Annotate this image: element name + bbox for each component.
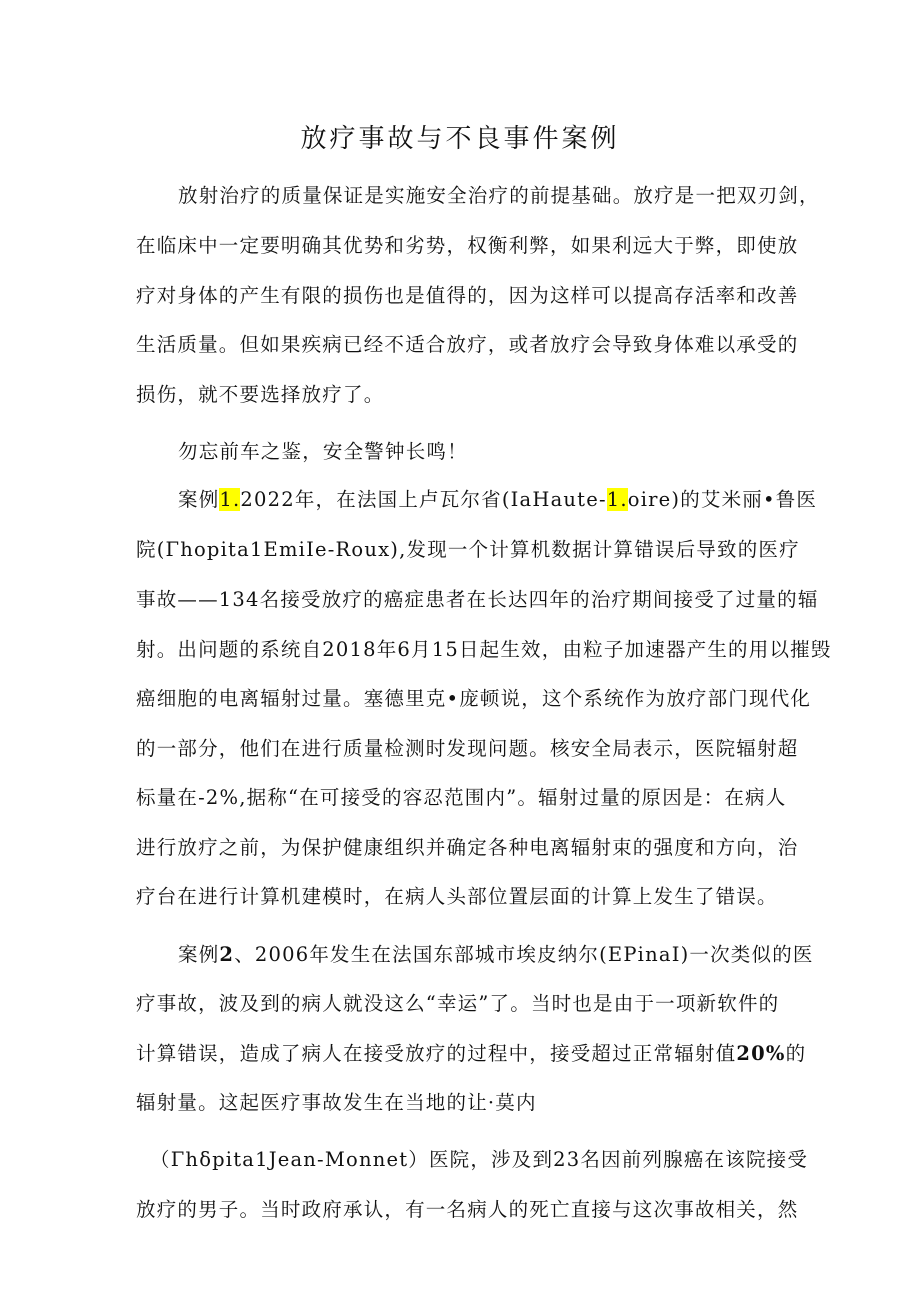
document-title: 放疗事故与不良事件案例: [300, 124, 620, 154]
case1-line: 院(Γhopita1EmiIe-Roux),发现一个计算机数据计算错误后导致的医疗: [136, 538, 800, 561]
case2-line: [136, 1038, 807, 1066]
case1-line: 标量在-2%,据称“在可接受的容忍范围内”。辐射过量的原因是：在病人: [136, 786, 787, 809]
case1-line: 癌细胞的电离辐射过量。塞德里克•庞顿说，这个系统作为放疗部门现代化: [136, 687, 812, 710]
case1-text: oire)的艾米丽•鲁医: [627, 488, 818, 511]
intro-line: 损伤，就不要选择放疗了。: [136, 383, 385, 406]
case2-first-line: [178, 939, 814, 967]
case1-line: 疗台在进行计算机建模时，在病人头部位置层面的计算上发生了错误。: [136, 885, 778, 908]
highlight-mark: 1.: [219, 488, 241, 511]
case1-line: 的一部分，他们在进行质量检测时发现问题。核安全局表示，医院辐射超: [136, 737, 799, 760]
case2-line: 放疗的男子。当时政府承认，有一名病人的死亡直接与这次事故相关，然: [136, 1198, 799, 1221]
case2-line: 辐射量。这起医疗事故发生在当地的让·莫内: [136, 1091, 537, 1114]
case2-line: 疗事故，波及到的病人就没这么“幸运”了。当时也是由于一项新软件的: [136, 992, 780, 1015]
warning-line: 勿忘前车之鉴，安全警钟长鸣！: [178, 440, 468, 463]
case2-text: 、2006年发生在法国东部城市埃皮纳尔(EPinaI)一次类似的医: [234, 943, 814, 966]
intro-line: 放射治疗的质量保证是实施安全治疗的前提基础。放疗是一把双刃剑，: [178, 184, 820, 207]
case2-number: 2: [219, 943, 235, 966]
case1-line: 进行放疗之前，为保护健康组织并确定各种电离辐射束的强度和方向，治: [136, 836, 799, 859]
intro-line: 疗对身体的产生有限的损伤也是值得的，因为这样可以提高存活率和改善: [136, 284, 799, 307]
case1-label: 案例: [178, 488, 220, 511]
case2-text: 计算错误，造成了病人在接受放疗的过程中，接受超过正常辐射值: [136, 1042, 737, 1065]
highlight-mark: 1.: [606, 488, 628, 511]
case2-line: （Γhδpita1Jean-Monnet）医院，涉及到23名因前列腺癌在该院接受: [150, 1148, 809, 1171]
intro-line: 在临床中一定要明确其优势和劣势，权衡利弊，如果利远大于弊，即使放: [136, 234, 799, 257]
case1-first-line: [178, 484, 818, 512]
case1-line: 事故——134名接受放疗的癌症患者在长达四年的治疗期间接受了过量的辐: [136, 588, 819, 611]
case1-line: 射。出问题的系统自2018年6月15日起生效，由粒子加速器产生的用以摧毁: [136, 638, 832, 661]
case1-text: 2022年，在法国上卢瓦尔省(IaHaute-: [240, 488, 607, 511]
case2-text: 的: [785, 1042, 807, 1065]
case2-label: 案例: [178, 943, 220, 966]
intro-line: 生活质量。但如果疾病已经不适合放疗，或者放疗会导致身体难以承受的: [136, 333, 799, 356]
case2-percentage: 20%: [736, 1042, 786, 1065]
